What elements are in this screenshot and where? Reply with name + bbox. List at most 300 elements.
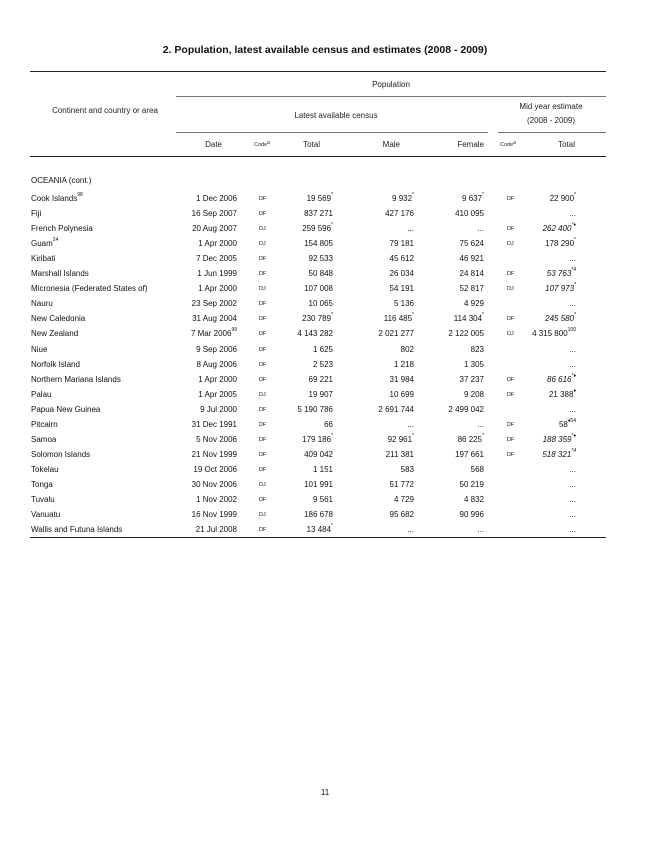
census-date-value: 23 Sep 2002 [191, 299, 237, 309]
census-date-value: 9 Sep 2006 [196, 344, 237, 354]
estimate-code-value: DJ [507, 241, 514, 248]
census-male [394, 360, 414, 369]
census-date-note: 99 [231, 327, 237, 334]
country-name-value: Northern Mariana Islands [31, 374, 121, 384]
country-name [31, 284, 148, 293]
census-female-note: * [482, 432, 484, 439]
country-name-value: Vanuatu [31, 510, 61, 520]
country-name-value: Solomon Islands [31, 449, 91, 459]
census-date-value: 1 Apr 2005 [198, 389, 237, 399]
census-code [259, 362, 266, 368]
census-female-value: 9 637 [462, 194, 483, 203]
census-female [457, 432, 484, 444]
census-date [192, 420, 237, 429]
census-code-value: DF [259, 211, 267, 218]
country-name [31, 314, 85, 323]
census-female-value: ... [477, 419, 484, 429]
estimate-total [542, 432, 576, 444]
census-code [259, 286, 266, 292]
census-male-value: 31 984 [389, 374, 414, 384]
country-name-value: Tonga [31, 479, 53, 489]
estimate-code-value: DJ [507, 331, 514, 338]
estimate-total-note: * [574, 192, 576, 198]
census-female-value: ... [477, 525, 484, 535]
census-code-value: DF [259, 301, 267, 308]
census-male-note: * [412, 312, 414, 319]
census-code-value: DJ [259, 226, 266, 233]
census-male [384, 314, 414, 323]
census-female [464, 495, 484, 504]
estimate-total-value: ... [569, 404, 576, 414]
census-date-value: 1 Nov 2002 [196, 495, 237, 504]
table-row [0, 405, 650, 420]
estimate-total [569, 209, 576, 218]
census-total-note: * [331, 312, 333, 319]
country-name [31, 360, 80, 369]
census-date-value: 1 Apr 2000 [198, 284, 237, 294]
table-row [0, 254, 650, 269]
estimate-code-value: DF [507, 376, 515, 383]
census-date [198, 390, 237, 399]
estimate-code-value: DF [507, 226, 515, 233]
header-male: Male [382, 140, 400, 149]
census-total [313, 345, 333, 354]
census-female-note: * [482, 192, 484, 198]
estimate-code-value: DF [507, 451, 515, 458]
census-code [259, 331, 266, 337]
header-latest-census: Latest available census [294, 111, 378, 120]
census-total-value: 186 678 [304, 510, 333, 520]
census-code-value: DF [259, 466, 267, 473]
table-row [0, 387, 650, 405]
census-code-value: DF [259, 256, 267, 263]
census-total-note: * [331, 432, 333, 439]
census-female-value: 46 921 [459, 254, 484, 264]
census-code [259, 241, 266, 247]
estimate-total-value: 107 973 [545, 284, 575, 294]
census-date [197, 360, 237, 369]
estimate-code-value: DF [507, 271, 515, 278]
estimate-code [507, 331, 514, 337]
census-male-value: 10 699 [389, 389, 414, 399]
estimate-total-value: ... [569, 254, 576, 264]
table-bottom-rule [30, 537, 606, 538]
census-date-value: 31 Aug 2004 [192, 314, 237, 324]
census-male-value: 802 [400, 344, 414, 354]
census-date [192, 510, 237, 519]
census-code-value: DF [259, 271, 267, 278]
header-bottom-rule [30, 156, 606, 157]
country-name [31, 194, 83, 203]
table-row [0, 465, 650, 480]
country-name-value: Marshall Islands [31, 269, 89, 279]
census-male [390, 254, 414, 263]
census-total-value: 5 190 786 [297, 404, 333, 414]
census-code [259, 211, 266, 217]
country-name-value: Nauru [31, 299, 53, 309]
census-male [378, 405, 414, 414]
estimate-code-value: DF [507, 436, 515, 443]
table-row [0, 269, 650, 284]
country-name [31, 224, 93, 233]
estimate-total-value: ... [569, 299, 576, 309]
census-female [464, 299, 484, 308]
census-code [259, 437, 266, 443]
estimate-code [507, 316, 514, 322]
census-date-value: 7 Dec 2005 [196, 254, 237, 264]
census-male-value: 583 [400, 464, 414, 474]
census-female-value: 4 929 [463, 299, 484, 309]
estimate-total-value: 518 321 [542, 449, 572, 459]
census-date-value: 21 Nov 1999 [191, 449, 237, 459]
census-code-value: DJ [259, 241, 266, 248]
census-female-note: * [482, 312, 484, 319]
census-female [462, 194, 484, 203]
census-male [378, 329, 414, 338]
census-female [460, 239, 484, 248]
country-name [31, 435, 56, 444]
census-date [192, 480, 237, 489]
estimate-total [547, 269, 576, 278]
census-female-value: 75 624 [459, 239, 484, 249]
estimate-code [507, 452, 514, 458]
census-male-value: 1 218 [393, 359, 414, 369]
table-row [0, 360, 650, 375]
census-code [259, 271, 266, 277]
census-code-value: DF [259, 331, 267, 338]
estimate-total [558, 417, 576, 429]
census-female [471, 465, 484, 474]
census-total [313, 360, 333, 369]
census-total [313, 465, 333, 474]
estimate-total [569, 465, 576, 474]
country-name-value: French Polynesia [31, 224, 93, 234]
table-row [0, 480, 650, 495]
country-name-value: Wallis and Futuna Islands [31, 525, 123, 535]
country-name-value: Pitcairn [31, 419, 58, 429]
census-male-value: ... [407, 525, 414, 535]
census-code-value: DF [259, 346, 267, 353]
table-row [0, 432, 650, 450]
country-name-value: Niue [31, 344, 48, 354]
table-row [0, 239, 650, 254]
estimate-code [507, 196, 514, 202]
estimate-total-note: *4 [571, 447, 576, 454]
census-total [304, 239, 333, 248]
page-title: 2. Population, latest available census and estimates (2008 - 2009) [162, 44, 488, 56]
census-total [307, 194, 333, 203]
country-name [31, 420, 58, 429]
estimate-total-note: *♦ [571, 222, 576, 229]
census-total [302, 224, 333, 233]
table-row [0, 495, 650, 510]
census-male [394, 495, 414, 504]
estimate-total [569, 254, 576, 263]
census-male [390, 510, 414, 519]
census-male-note: * [412, 192, 414, 198]
census-female [460, 510, 484, 519]
census-female-value: 197 661 [455, 449, 484, 459]
estimate-total-value: 58 [558, 419, 568, 429]
census-date-value: 30 Nov 2006 [191, 479, 237, 489]
census-code-value: DF [259, 361, 267, 368]
census-total-value: 1 151 [312, 464, 333, 474]
census-date [198, 284, 237, 293]
estimate-total [569, 495, 576, 504]
census-male-value: 26 034 [389, 269, 414, 279]
census-female [460, 269, 484, 278]
estimate-code-value: DF [507, 391, 515, 398]
census-code [259, 196, 266, 202]
census-total [304, 284, 333, 293]
country-name-value: Palau [31, 389, 52, 399]
census-total [302, 314, 333, 323]
census-date-value: 8 Aug 2006 [196, 359, 237, 369]
estimate-total [545, 284, 576, 293]
census-date [192, 224, 237, 233]
census-male-note: * [412, 432, 414, 439]
census-date [198, 239, 237, 248]
census-code [259, 377, 266, 383]
country-name-note: 98 [77, 192, 83, 198]
estimate-total-value: 21 388 [548, 389, 574, 399]
estimate-total [547, 372, 576, 384]
estimate-code [507, 226, 514, 232]
census-male-value: 9 932 [392, 194, 413, 203]
census-date-value: 16 Nov 1999 [191, 510, 237, 520]
estimate-total-value: ... [569, 479, 576, 489]
census-total-value: 230 789 [302, 314, 332, 324]
country-name-value: Cook Islands [31, 194, 78, 203]
census-date-value: 7 Mar 2006 [190, 329, 232, 339]
census-male [407, 420, 414, 429]
census-female-value: 114 304 [453, 314, 483, 324]
census-male-value: ... [407, 224, 414, 234]
estimate-code-value: DJ [507, 286, 514, 293]
estimate-total [545, 314, 576, 323]
estimate-total [548, 387, 576, 399]
census-female [477, 420, 484, 429]
country-name-value: Micronesia (Federated States of) [31, 284, 148, 294]
census-total [297, 329, 333, 338]
census-code-value: DJ [259, 481, 266, 488]
country-name [31, 209, 41, 218]
country-name [31, 510, 60, 519]
country-name-note: 24 [52, 237, 59, 244]
census-code [259, 467, 266, 473]
header-female: Female [457, 140, 484, 149]
census-total-value: 50 848 [308, 269, 333, 279]
header-total: Total [303, 140, 320, 149]
census-code [259, 392, 266, 398]
estimate-total-note: * [574, 237, 576, 244]
census-male [390, 269, 414, 278]
census-date [193, 465, 237, 474]
census-female-value: 24 814 [459, 269, 484, 279]
section-heading: OCEANIA (cont.) [31, 176, 92, 185]
country-name [31, 525, 122, 534]
estimate-total [545, 239, 576, 248]
estimate-total [569, 525, 576, 534]
country-name [31, 465, 59, 474]
census-date [192, 299, 237, 308]
census-male-value: 211 381 [385, 449, 414, 459]
estimate-code [507, 437, 514, 443]
estimate-code [507, 392, 514, 398]
census-date [196, 194, 237, 203]
estimate-code [507, 422, 514, 428]
census-total-note: * [331, 523, 333, 530]
census-code [259, 527, 266, 533]
census-male-value: ... [407, 419, 414, 429]
census-female [460, 284, 484, 293]
census-code [259, 452, 266, 458]
census-code-value: DJ [259, 512, 266, 519]
table-row [0, 224, 650, 239]
census-male [390, 239, 414, 248]
estimate-total-note: *♦ [571, 432, 576, 439]
census-male [386, 450, 414, 459]
country-name-value: Guam [31, 239, 53, 249]
census-date [196, 525, 237, 534]
census-total-note: * [331, 222, 333, 229]
estimate-total-value: ... [569, 359, 576, 369]
census-code [259, 497, 266, 503]
estimate-total-value: ... [569, 344, 576, 354]
census-total [297, 405, 333, 414]
country-name-value: New Caledonia [31, 314, 86, 324]
census-male [390, 390, 414, 399]
country-name-value: Samoa [31, 434, 57, 444]
census-date [196, 495, 237, 504]
census-female-value: 50 219 [459, 479, 484, 489]
census-total-value: 19 569 [306, 194, 332, 203]
census-female [460, 375, 484, 384]
estimate-code [507, 377, 514, 383]
census-code-value: DF [259, 436, 267, 443]
census-female [477, 525, 484, 534]
country-name [31, 345, 47, 354]
census-code [259, 512, 266, 518]
census-date [197, 269, 237, 278]
census-male [390, 375, 414, 384]
country-name [31, 254, 55, 263]
country-name-value: Kiribati [31, 254, 56, 264]
country-name [31, 495, 55, 504]
country-name-value: Papua New Guinea [31, 404, 101, 414]
estimate-total [569, 480, 576, 489]
country-name [31, 480, 53, 489]
census-male-value: 79 181 [389, 239, 414, 249]
census-code [259, 226, 266, 232]
header-mid-year-period: (2008 - 2009) [526, 116, 576, 125]
census-date [192, 450, 237, 459]
country-name-value: Tuvalu [31, 495, 55, 504]
census-female [448, 329, 484, 338]
census-total-value: 259 596 [302, 224, 332, 234]
census-male [390, 284, 414, 293]
table-row [0, 329, 650, 344]
census-female [455, 209, 484, 218]
country-name [31, 299, 53, 308]
census-date-value: 16 Sep 2007 [191, 209, 237, 219]
estimate-total-value: ... [569, 495, 576, 504]
estimate-code [507, 271, 514, 277]
census-total-value: 2 523 [312, 359, 333, 369]
country-name [31, 269, 89, 278]
header-midyear-rule [498, 132, 606, 133]
census-code [259, 316, 266, 322]
estimate-total-note: * [574, 282, 576, 289]
estimate-total-value: 22 900 [549, 194, 575, 203]
estimate-total [543, 224, 576, 233]
estimate-total-value: ... [569, 464, 576, 474]
census-female-value: 4 832 [463, 495, 484, 504]
estimate-total [569, 345, 576, 354]
header-population-rule [176, 96, 606, 97]
census-female-value: 52 817 [459, 284, 484, 294]
census-date-value: 20 Aug 2007 [192, 224, 237, 234]
census-code-value: DF [259, 527, 267, 534]
census-total [304, 480, 333, 489]
census-male [401, 465, 414, 474]
census-female-value: 9 208 [463, 389, 484, 399]
census-date-value: 1 Jun 1999 [197, 269, 237, 279]
estimate-total-value: 178 290 [545, 239, 575, 249]
census-total [304, 209, 333, 218]
census-total [304, 450, 333, 459]
census-female-value: 37 237 [459, 374, 484, 384]
estimate-total-value: 245 580 [545, 314, 575, 324]
estimate-code [507, 286, 514, 292]
estimate-total-value: ... [569, 209, 576, 219]
census-date-value: 1 Dec 2006 [196, 194, 237, 203]
estimate-total-value: 86 616 [547, 374, 572, 384]
table-row [0, 299, 650, 314]
census-total-value: 4 143 282 [297, 329, 333, 339]
census-male-value: 5 136 [393, 299, 414, 309]
census-code [259, 301, 266, 307]
census-male [407, 224, 414, 233]
census-total-value: 154 805 [304, 239, 333, 249]
census-female-value: ... [477, 224, 484, 234]
census-total [307, 525, 333, 534]
census-code-value: DF [259, 196, 267, 202]
country-name [31, 405, 100, 414]
census-male-value: 2 021 277 [378, 329, 414, 339]
estimate-total [569, 360, 576, 369]
census-total-value: 409 042 [304, 449, 333, 459]
census-male [401, 345, 414, 354]
header-population: Population [372, 80, 410, 89]
estimate-total-value: 262 400 [542, 224, 572, 234]
table-top-rule [30, 71, 606, 72]
census-total-value: 101 991 [304, 479, 333, 489]
census-total [324, 420, 333, 429]
census-female-value: 410 095 [455, 209, 484, 219]
table-row [0, 510, 650, 525]
census-date [196, 435, 237, 444]
census-date-value: 31 Dec 1991 [191, 419, 237, 429]
census-male-value: 2 691 744 [378, 404, 414, 414]
table-row [0, 372, 650, 390]
header-mid-year: Mid year estimate [519, 102, 583, 111]
estimate-code-value: DF [507, 316, 515, 323]
census-code [259, 347, 266, 353]
estimate-total-value: 188 359 [542, 434, 572, 444]
census-total-value: 10 065 [308, 299, 333, 309]
census-total-value: 107 008 [304, 284, 333, 294]
